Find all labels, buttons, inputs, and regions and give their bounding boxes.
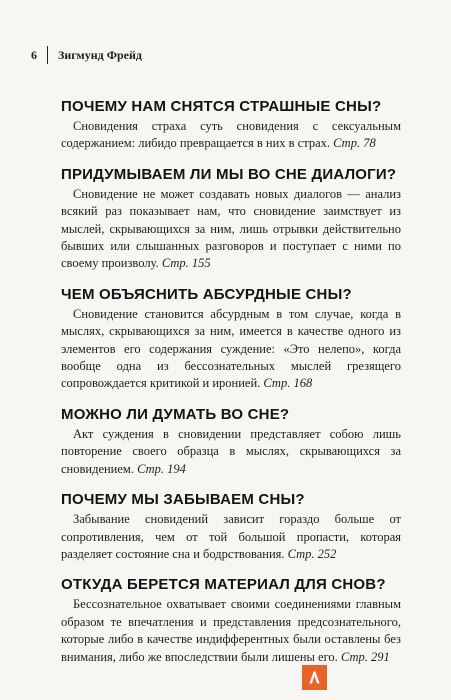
header-divider [47, 46, 48, 64]
section-heading: ЧЕМ ОБЪЯСНИТЬ АБСУРДНЫЕ СНЫ? [61, 285, 352, 303]
page-number: 6 [31, 47, 37, 62]
section-heading: ПОЧЕМУ НАМ СНЯТСЯ СТРАШНЫЕ СНЫ? [61, 98, 382, 115]
running-header [31, 46, 142, 64]
section-heading: ПОЧЕМУ МЫ ЗАБЫВАЕМ СНЫ? [61, 491, 305, 509]
section-heading: ПРИДУМЫВАЕМ ЛИ МЫ ВО СНЕ ДИАЛОГИ? [61, 165, 397, 183]
section-text: Акт суждения в сновидении представляет собою лишь повторение своего образца в мыслях, скрывающихся за сновидением. Стр. 194 [61, 426, 401, 476]
section-heading: МОЖНО ЛИ ДУМАТЬ ВО СНЕ? [61, 405, 290, 423]
section-heading: ОТКУДА БЕРЕТСЯ МАТЕРИАЛ ДЛЯ СНОВ? [61, 576, 386, 594]
section-text: Сновидения страха суть сновидения с сексуальным содержанием: либидо превращается в них в страх. Стр. 78 [61, 119, 401, 151]
page-reference: Стр. 291 [340, 649, 390, 664]
page-reference: Стр. 78 [333, 136, 376, 151]
publisher-logo-icon [302, 665, 327, 690]
logo-glyph-icon [306, 669, 323, 686]
section-dialogues [61, 166, 401, 273]
section-scary-dreams [61, 98, 401, 153]
section-text: Сновидение не может создавать новых диалогов — анализ всякий раз показывает нам, что сновидение заимствует из мыслей, скрывающихся за ним, лишь отрывки действительно бывших или слышанных разговоров и поступает с ними по своему произволу. Стр. 155 [61, 186, 401, 271]
section-thinking-in-sleep [61, 406, 401, 478]
page-reference: Стр. 252 [287, 546, 337, 561]
section-dream-material [61, 576, 401, 666]
section-text: Сновидение становится абсурдным в том случае, когда в мыслях, скрывающихся за ним, имеется в качестве одного из элементов его содержания суждение: «Это нелепо», когда вообще одна из бессознательных мыслей грезящего сопровождается критикой и иронией. Стр. 168 [61, 306, 401, 391]
section-text: Забывание сновидений зависит гораздо больше от сопротивления, чем от той большой пропасти, которая разделяет состояние сна и бодрствования. Стр. 252 [61, 512, 401, 561]
section-text: Бессознательное охватывает своими соединениями главным образом те впечатления и представления предсознательного, которые либо в качестве индифферентных были оставлены без внимания, либо же впоследствии были лишены его. Стр. 291 [61, 597, 401, 664]
page-reference: Стр. 194 [137, 461, 186, 476]
page-content [61, 98, 401, 679]
author-name: Зигмунд Фрейд [58, 47, 142, 62]
page-reference: Стр. 168 [263, 376, 313, 391]
section-forgetting-dreams [61, 491, 401, 563]
page-reference: Стр. 155 [161, 256, 211, 271]
section-absurd-dreams [61, 286, 401, 393]
